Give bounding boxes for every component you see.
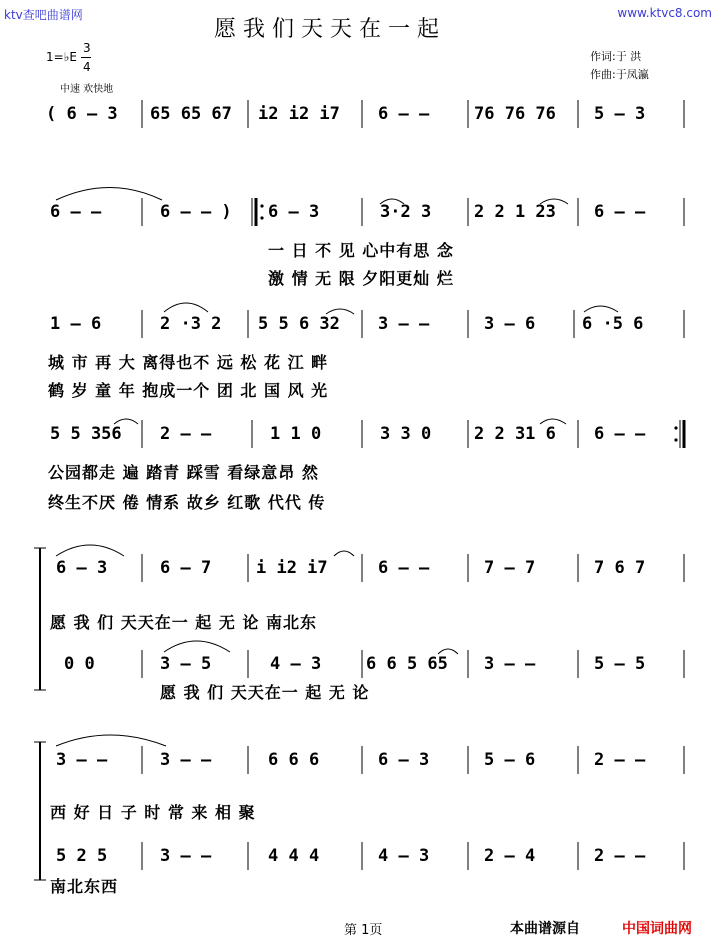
measure: 6 – – ): [160, 202, 232, 222]
lyric-line: 愿 我 们 天天在一 起 无 论 南北东: [50, 613, 317, 632]
lyricist-credit: 作词:于 洪: [590, 50, 642, 63]
measure: 3 – –: [160, 750, 212, 770]
measure: 3 – –: [484, 654, 536, 674]
lyric-line: 公园都走 遍 踏青 踩雪 看绿意昂 然: [48, 463, 319, 482]
measure: 2 ·3 2: [160, 314, 222, 334]
measure: 2 – –: [594, 846, 646, 866]
measure: 2 2 1 23: [474, 202, 556, 222]
measure: 6 – –: [378, 104, 430, 124]
measure: 3 3 0: [380, 424, 432, 444]
measure: 3 – 6: [484, 314, 536, 334]
measure: i i2 i7: [256, 558, 328, 578]
measure: 1 – 6: [50, 314, 102, 334]
measure: 3·2 3: [380, 202, 432, 222]
measure: 2 2 31 6: [474, 424, 556, 444]
measure: 6 – –: [594, 202, 646, 222]
measure: 2 – 4: [484, 846, 536, 866]
measure: 3 – –: [160, 846, 212, 866]
lyric-line: 激 情 无 限 夕阳更灿 烂: [268, 269, 454, 288]
lyric-line: 城 市 再 大 离得也不 远 松 花 江 畔: [48, 353, 329, 372]
measure: 4 – 3: [270, 654, 322, 674]
measure: 4 4 4: [268, 846, 320, 866]
source-label: 本曲谱源自: [510, 921, 580, 937]
measure: 3 – –: [378, 314, 430, 334]
page-title: 愿我们天天在一起: [213, 17, 446, 42]
measure: 6 6 5 65: [366, 654, 448, 674]
measure: 5 2 5: [56, 846, 108, 866]
measure: 0 0: [64, 654, 95, 674]
measure: 6 – 3: [56, 558, 108, 578]
measure: 2 – –: [160, 424, 212, 444]
measure: 7 – 7: [484, 558, 536, 578]
source-site-link[interactable]: 中国词曲网: [622, 921, 692, 937]
page-number: 第 1页: [344, 923, 383, 938]
measure: 4 – 3: [378, 846, 430, 866]
measure: 6 ·5 6: [582, 314, 644, 334]
measure: 76 76 76: [474, 104, 556, 124]
lyric-line: 愿 我 们 天天在一 起 无 论: [160, 683, 370, 702]
lyric-line: 南北东西: [50, 877, 119, 896]
measure: 6 – 3: [268, 202, 320, 222]
measure: 7 6 7: [594, 558, 646, 578]
composer-credit: 作曲:于凤瀛: [590, 68, 649, 81]
measure: 3 – –: [56, 750, 108, 770]
lyric-line: 一 日 不 见 心中有思 念: [268, 241, 454, 260]
measure: 2 – –: [594, 750, 646, 770]
measure: 5 – 5: [594, 654, 646, 674]
measure: ( 6 – 3: [46, 104, 118, 124]
measure: 5 – 3: [594, 104, 646, 124]
watermark-right: www.ktvc8.com: [617, 6, 712, 20]
key-signature: 1=♭E: [46, 50, 77, 64]
measure: 6 6 6: [268, 750, 320, 770]
measure: 5 – 6: [484, 750, 536, 770]
measure: 5 5 356: [50, 424, 122, 444]
lyric-line: 终生不厌 倦 情系 故乡 红歌 代代 传: [48, 493, 326, 512]
time-signature-top: 3: [83, 41, 91, 55]
measure: 6 – –: [378, 558, 430, 578]
measure: 6 – 3: [378, 750, 430, 770]
measure: 5 5 6 32: [258, 314, 340, 334]
measure: 3 – 5: [160, 654, 212, 674]
measure: 6 – 7: [160, 558, 212, 578]
watermark-left: ktv查吧曲谱网: [4, 8, 83, 22]
measure: 6 – –: [50, 202, 102, 222]
tempo-marking: 中速 欢快地: [60, 84, 114, 95]
lyric-line: 西 好 日 子 时 常 来 相 聚: [50, 803, 256, 822]
measure: i2 i2 i7: [258, 104, 340, 124]
measure: 1 1 0: [270, 424, 322, 444]
measure: 6 – –: [594, 424, 646, 444]
lyric-line: 鹤 岁 童 年 抱成一个 团 北 国 风 光: [48, 381, 329, 400]
time-signature-bottom: 4: [83, 60, 91, 74]
measure: 65 65 67: [150, 104, 232, 124]
